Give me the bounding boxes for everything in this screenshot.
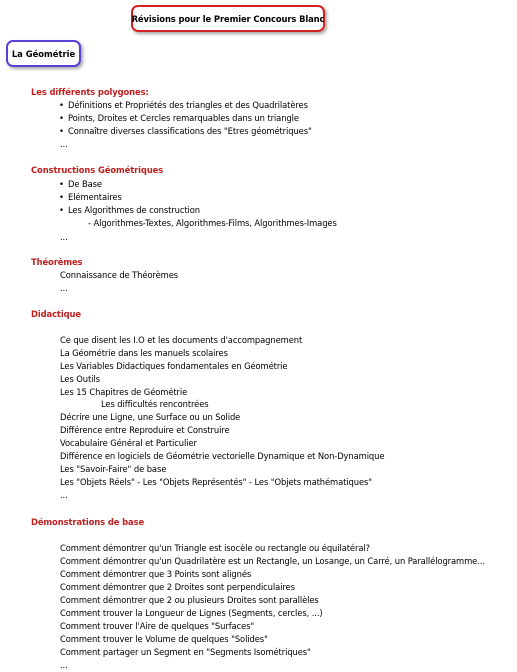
list-item: Comment trouver le Volume de quelques "Solides" <box>60 634 268 644</box>
section-heading-theoremes: Théorèmes <box>31 257 83 267</box>
ellipsis: ... <box>60 660 68 670</box>
list-item: Comment démontrer que 3 Points sont alignés <box>60 569 252 579</box>
document-title: Révisions pour le Premier Concours Blanc <box>131 5 325 32</box>
list-item: Comment démontrer que 2 Droites sont perpendiculaires <box>60 582 295 592</box>
list-item: La Géométrie dans les manuels scolaires <box>60 348 228 358</box>
ellipsis: ... <box>60 232 68 242</box>
list-item: • Les Algorithmes de construction <box>68 205 200 215</box>
topic-label: La Géométrie <box>6 40 81 67</box>
list-item: Comment démontrer que 2 ou plusieurs Droites sont parallèles <box>60 595 319 605</box>
sub-item: - Algorithmes-Textes, Algorithmes-Films, Algorithmes-Images <box>88 218 337 228</box>
list-item: Les 15 Chapitres de Géométrie <box>60 387 188 397</box>
list-item: Différence entre Reproduire et Construire <box>60 425 230 435</box>
ellipsis: ... <box>60 490 68 500</box>
section-heading-polygones: Les différents polygones: <box>31 87 149 97</box>
list-item: Décrire une Ligne, une Surface ou un Solide <box>60 412 241 422</box>
list-item: Comment démontrer qu'un Triangle est isocèle ou rectangle ou équilatéral? <box>60 543 370 553</box>
list-item: Comment trouver l'Aire de quelques "Surfaces" <box>60 621 255 631</box>
list-item: • Elémentaires <box>68 192 122 202</box>
section-heading-constructions: Constructions Géométriques <box>31 165 164 175</box>
list-item: Les "Savoir-Faire" de base <box>60 464 167 474</box>
section-heading-didactique: Didactique <box>31 309 81 319</box>
list-item: Comment partager un Segment en "Segments Isométriques" <box>60 647 311 657</box>
list-item: • Connaître diverses classifications des "Etres géométriques" <box>68 126 312 136</box>
sub-item: Les difficultés rencontrées <box>101 399 209 409</box>
list-item: Comment démontrer qu'un Quadrilatère est un Rectangle, un Losange, un Carré, un Parallélogramme... <box>60 556 485 566</box>
list-item: Différence en logiciels de Géométrie vectorielle Dynamique et Non-Dynamique <box>60 451 385 461</box>
list-item: Connaissance de Théorèmes <box>60 270 179 280</box>
ellipsis: ... <box>60 139 68 149</box>
list-item: Ce que disent les I.O et les documents d'accompagnement <box>60 335 303 345</box>
section-heading-demonstrations: Démonstrations de base <box>31 517 145 527</box>
list-item: Vocabulaire Général et Particulier <box>60 438 197 448</box>
list-item: • Définitions et Propriétés des triangles et des Quadrilatères <box>68 100 308 110</box>
list-item: • De Base <box>68 179 102 189</box>
list-item: Comment trouver la Longueur de Lignes (Segments, cercles, ...) <box>60 608 323 618</box>
list-item: • Points, Droites et Cercles remarquables dans un triangle <box>68 113 299 123</box>
ellipsis: ... <box>60 283 68 293</box>
list-item: Les Outils <box>60 374 100 384</box>
list-item: Les Variables Didactiques fondamentales en Géométrie <box>60 361 288 371</box>
list-item: Les "Objets Réels" - Les "Objets Représentés" - Les "Objets mathématiques" <box>60 477 373 487</box>
